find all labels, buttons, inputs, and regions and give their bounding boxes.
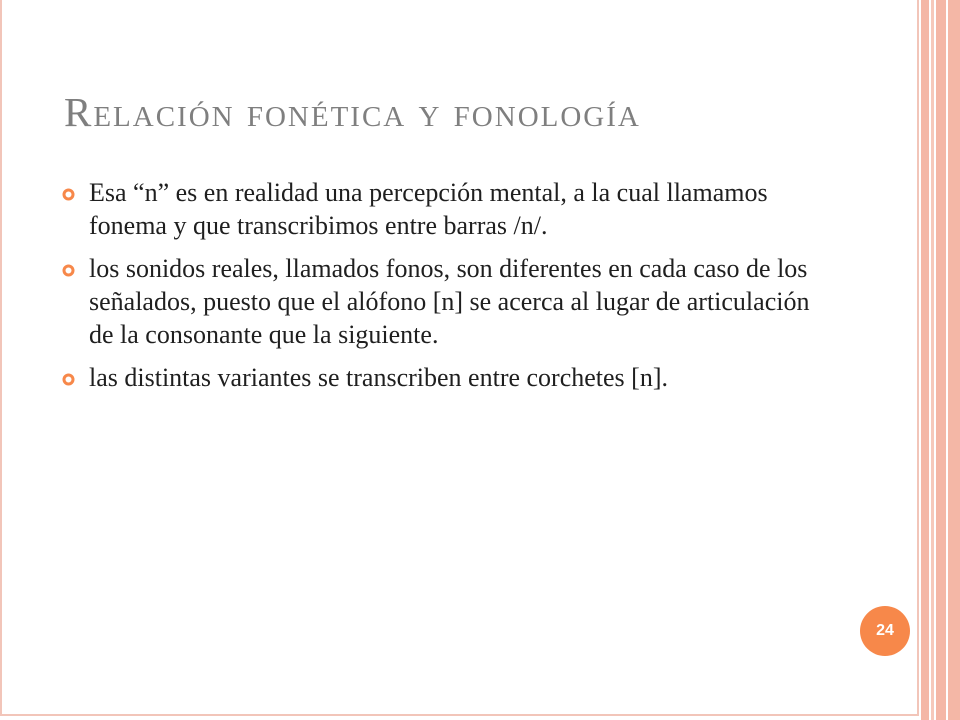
bullet-text: los sonidos reales, llamados fonos, son diferentes en cada caso de los señalados, puesto que el alófono [n] se acerca al lugar de articulación de la consonante que la siguiente. [89, 254, 810, 349]
ring-bullet-icon [62, 188, 75, 201]
decorative-stripe [921, 0, 929, 720]
bullet-text: las distintas variantes se transcriben entre corchetes [n]. [89, 363, 668, 392]
bullet-item [62, 361, 822, 394]
bullet-item [62, 252, 822, 351]
bullet-list [62, 176, 822, 404]
ring-bullet-icon [62, 264, 75, 277]
decorative-stripe [936, 0, 946, 720]
page-number-badge: 24 [860, 606, 910, 656]
decorative-stripe [948, 0, 960, 720]
bullet-text: Esa “n” es en realidad una percepción mental, a la cual llamamos fonema y que transcribimos entre barras /n/. [89, 178, 768, 240]
bullet-item [62, 176, 822, 242]
slide-title: Relación fonética y fonología [64, 89, 641, 135]
ring-bullet-icon [62, 373, 75, 386]
decorative-stripe [931, 0, 934, 720]
